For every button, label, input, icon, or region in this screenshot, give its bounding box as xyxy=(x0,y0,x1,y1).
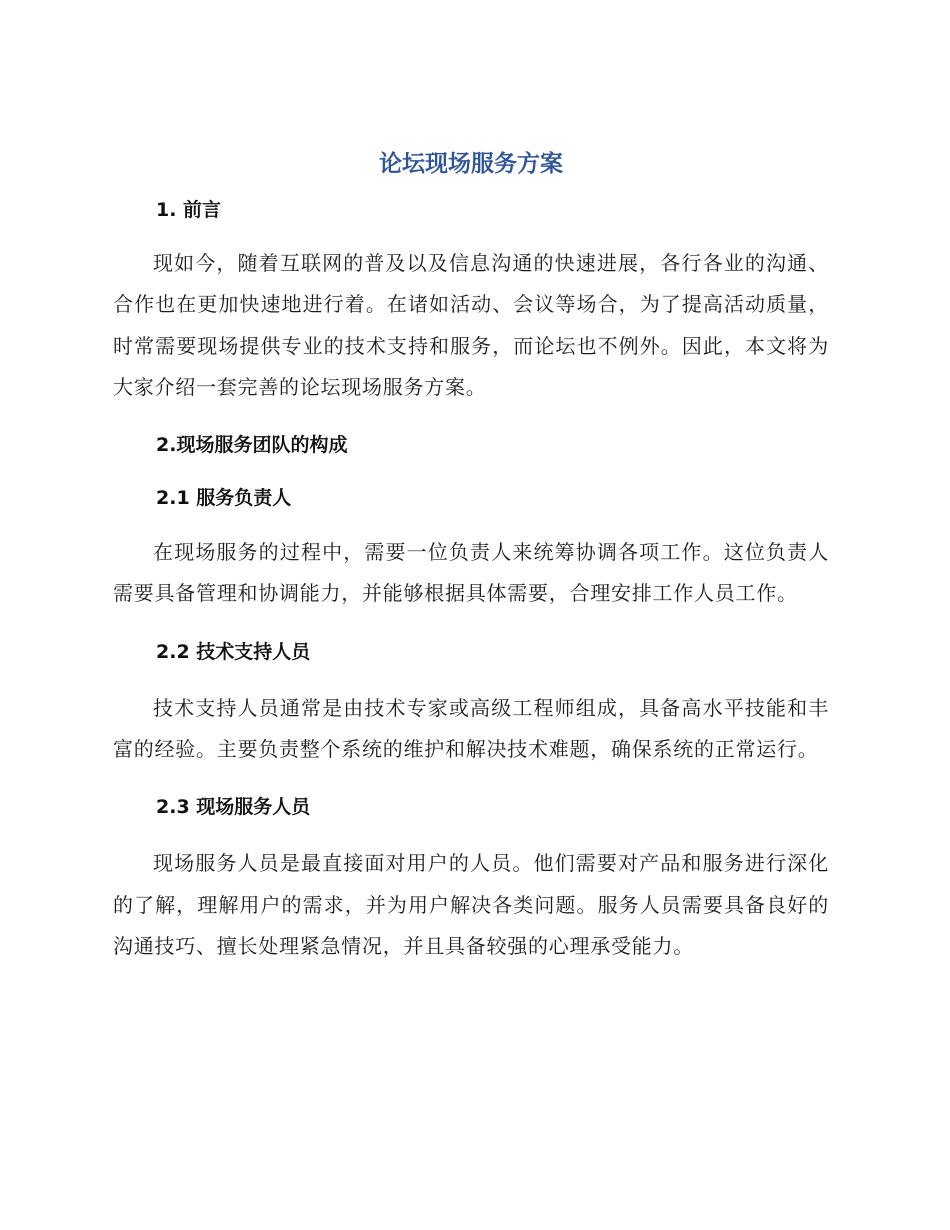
subsection-paragraph-tech: 技术支持人员通常是由技术专家或高级工程师组成，具备高水平技能和丰富的经验。主要负责整个系统的维护和解决技术难题，确保系统的正常运行。 xyxy=(113,695,829,762)
subsection-heading-lead: 2.1 服务负责人 xyxy=(156,487,292,510)
section-paragraph-intro: 现如今，随着互联网的普及以及信息沟通的快速进展，各行各业的沟通、合作也在更加快速地进行着。在诸如活动、会议等场合，为了提高活动质量，时常需要现场提供专业的技术支持和服务，而论坛也不例外。因此，本文将为大家介绍一套完善的论坛现场服务方案。 xyxy=(113,251,829,399)
section-heading-team: 2.现场服务团队的构成 xyxy=(156,434,348,457)
subsection-paragraph-lead: 在现场服务的过程中，需要一位负责人来统筹协调各项工作。这位负责人需要具备管理和协调能力，并能够根据具体需要，合理安排工作人员工作。 xyxy=(113,540,829,606)
document-body xyxy=(113,144,829,967)
subsection-paragraph-staff: 现场服务人员是最直接面对用户的人员。他们需要对产品和服务进行深化的了解，理解用户的需求，并为用户解决各类问题。服务人员需要具备良好的沟通技巧、擅长处理紧急情况，并且具备较强的心理承受能力。 xyxy=(113,851,829,958)
subsection-heading-tech: 2.2 技术支持人员 xyxy=(156,640,311,663)
section-heading-intro: 1. 前言 xyxy=(156,199,222,221)
document-title: 论坛现场服务方案 xyxy=(379,151,563,177)
subsection-heading-staff: 2.3 现场服务人员 xyxy=(156,796,311,819)
